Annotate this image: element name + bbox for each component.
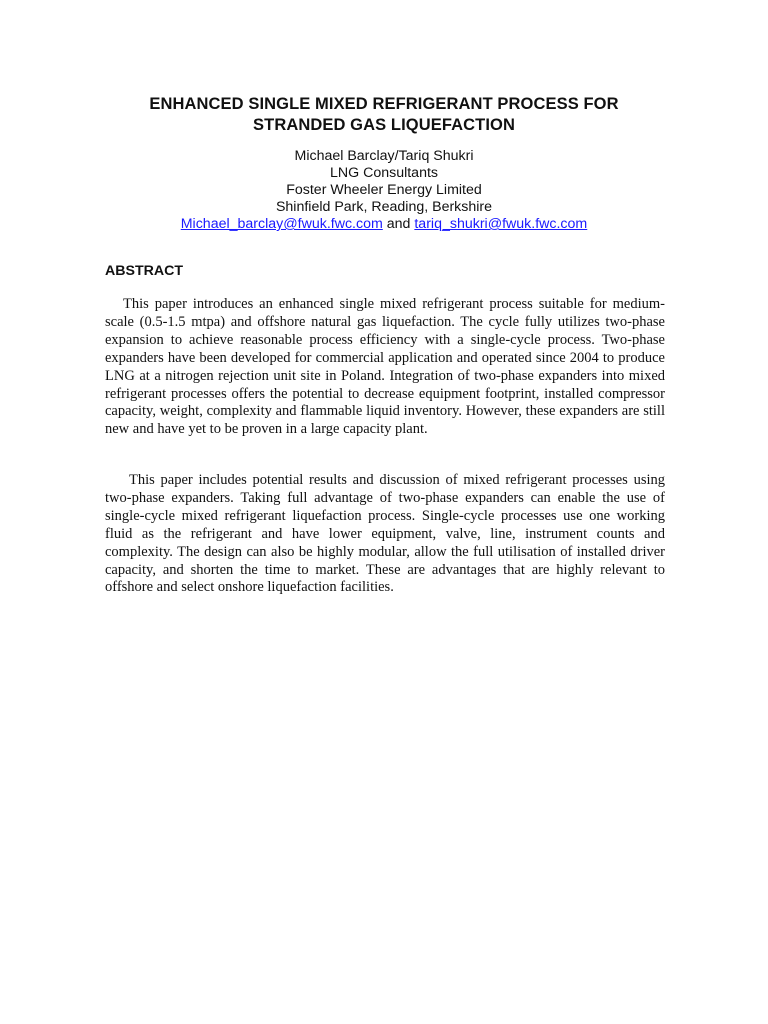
email-line bbox=[60, 216, 708, 233]
abstract-heading: ABSTRACT bbox=[105, 263, 184, 279]
paper-title-line-2: STRANDED GAS LIQUEFACTION bbox=[253, 116, 515, 134]
email-link-shukri[interactable]: tariq_shukri@fwuk.fwc.com bbox=[414, 216, 588, 232]
abstract-paragraph-1: This paper introduces an enhanced single mixed refrigerant process suitable for medium-scale (0.5-1.5 mtpa) and offshore natural gas liquefaction. The cycle fully utilizes two-phase expansion to achieve reasonable process efficiency with a single-cycle process. Two-phase expanders have been developed for commercial application and operated since 2004 to produce LNG at a nitrogen rejection unit site in Poland. Integration of two-phase expanders into mixed refrigerant processes offers the potential to decrease equipment footprint, installed compressor capacity, weight, complexity and flammable liquid inventory. However, these expanders are still new and have yet to be proven in a large capacity plant. bbox=[105, 296, 665, 438]
affiliation-line-3: Shinfield Park, Reading, Berkshire bbox=[275, 199, 493, 215]
author-names: Michael Barclay/Tariq Shukri bbox=[294, 148, 474, 164]
author-block bbox=[60, 148, 708, 233]
affiliation-line-1: LNG Consultants bbox=[329, 165, 439, 181]
paper-title-line-1: ENHANCED SINGLE MIXED REFRIGERANT PROCESS FOR bbox=[149, 95, 619, 113]
abstract-paragraph-2: This paper includes potential results and discussion of mixed refrigerant processes using two-phase expanders. Taking full advantage of two-phase expanders can enable the use of single-cycle mixed refrigerant liquefaction process. Single-cycle processes use one working fluid as the refrigerant and have lower equipment, valve, line, instrument counts and complexity. The design can also be highly modular, allow the full utilisation of installed driver capacity, and shorten the time to market. These are advantages that are highly relevant to offshore and select onshore liquefaction facilities. bbox=[105, 472, 665, 596]
paper-title bbox=[60, 94, 708, 136]
email-joiner: and bbox=[382, 216, 415, 232]
affiliation-line-2: Foster Wheeler Energy Limited bbox=[286, 182, 482, 198]
email-link-barclay[interactable]: Michael_barclay@fwuk.fwc.com bbox=[180, 216, 383, 232]
